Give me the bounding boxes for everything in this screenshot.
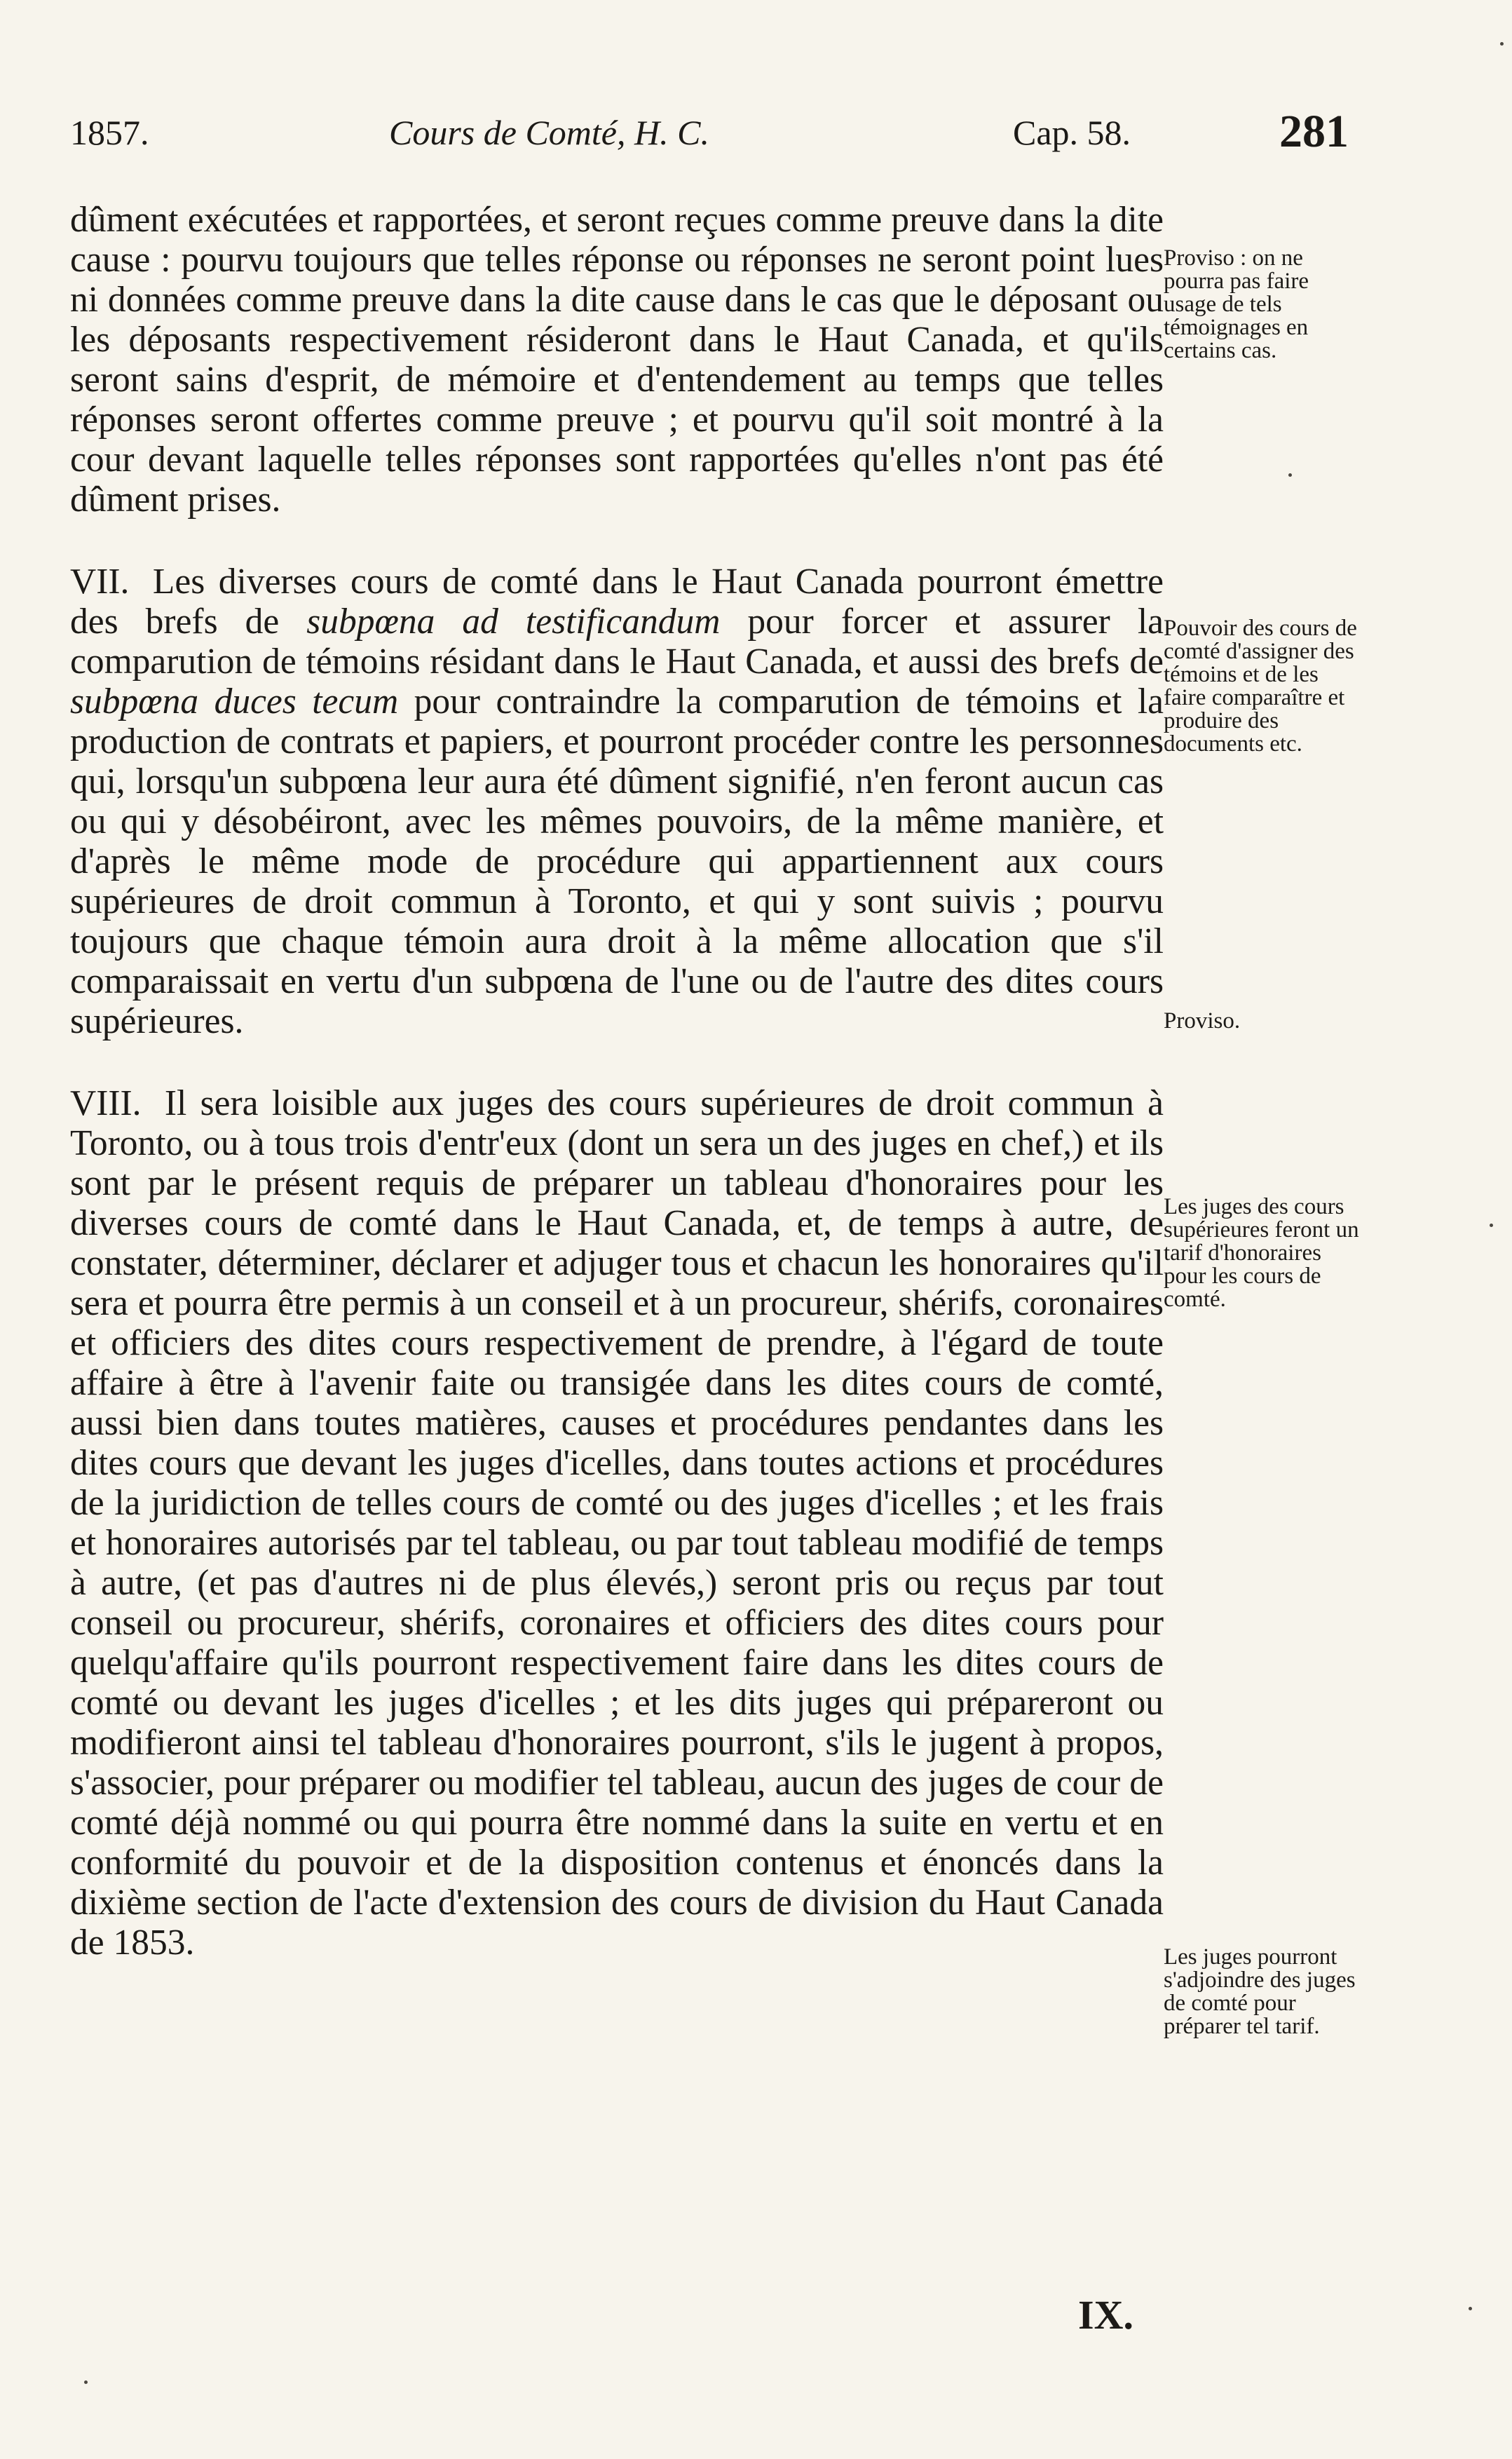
running-header [70, 105, 1360, 161]
margin-note-tarif-honoraires: Les juges des cours supérieures feront un tarif d'honoraires pour les cours de comté. [1164, 1194, 1359, 1312]
paragraph-text-c: pour contraindre la comparution de témoins et la production de contrats et papiers, et pourront procéder contre les personnes qui, lorsqu'un subpœna leur aura été dûment signifié, n'en feront aucun cas ou qui y désobéiront, avec les mêmes pouvoirs, de la même manière, et d'après le même mode de procédure qui appartiennent aux cours supérieures de droit commun à Toronto, et qui y sont suivis ; pourvu toujours que chaque témoin aura droit à la même allocation que s'il comparaissait en vertu d'un subpœna de l'une ou de l'autre des dites cours supérieures. [70, 682, 1164, 1041]
paragraph-text-a: Les diverses cours de comté dans le Haut Canada pourront émettre des brefs de [70, 562, 1164, 642]
scan-speck [1490, 1224, 1493, 1227]
paragraph-continuation [70, 200, 1164, 520]
paragraph-text-b: pour forcer et assurer la comparution de témoins résidant dans le Haut Canada, et aussi des brefs de [70, 602, 1164, 682]
paragraph-text: dûment exécutées et rapportées, et seront reçues comme preuve dans la dite cause : pourvu toujours que telles réponse ou réponses ne seront point lues ni données comme preuve dans la dite cause dans le cas que le déposant ou les déposants respectivement résideront dans le Haut Canada, et qu'ils seront sains d'esprit, de mémoire et d'entendement au temps que telles réponses seront offertes comme preuve ; et pourvu qu'il soit montré à la cour devant laquelle telles réponses sont rapportées qu'elles n'ont pas été dûment prises. [70, 200, 1164, 520]
scan-speck [1288, 473, 1292, 477]
catchword: IX. [1078, 2292, 1133, 2338]
page-number: 281 [1279, 106, 1349, 157]
section-vii [70, 562, 1164, 1041]
scan-speck [84, 2380, 88, 2384]
margin-note-proviso: Proviso. [1164, 1008, 1241, 1034]
section-number: VII. [70, 562, 130, 602]
section-number: VIII. [70, 1083, 142, 1123]
header-year: 1857. [70, 113, 149, 152]
header-title: Cours de Comté, H. C. [389, 113, 709, 152]
section-viii [70, 1083, 1164, 1963]
latin-term-testificandum: subpœna ad testificandum [306, 602, 721, 642]
margin-note-juges-de-comte: Les juges pourront s'adjoindre des juges de comté pour préparer tel tarif. [1164, 1944, 1356, 2039]
scan-speck [1469, 2307, 1472, 2310]
main-text [70, 200, 1164, 2005]
header-chapter: Cap. 58. [1013, 113, 1131, 152]
margin-note-pouvoir-des-cours: Pouvoir des cours de comté d'assigner des témoins et de les faire comparaître et produire des documents etc. [1164, 616, 1357, 757]
scan-speck [1500, 42, 1504, 46]
latin-term-duces-tecum: subpœna duces tecum [70, 682, 399, 722]
paragraph-text: Il sera loisible aux juges des cours supérieures de droit commun à Toronto, ou à tous trois d'entr'eux (dont un sera un des juges en chef,) et ils sont par le présent requis de préparer un tableau d'honoraires pour les diverses cours de comté dans le Haut Canada, et, de temps à autre, de constater, déterminer, déclarer et adjuger tous et chacun les honoraires qu'il sera et pourra être permis à un conseil et à un procureur, shérifs, coronaires et officiers des dites cours respectivement de prendre, à l'égard de toute affaire à être à l'avenir faite ou transigée dans les dites cours de comté, aussi bien dans toutes matières, causes et procédures pendantes dans les dites cours que devant les juges d'icelles, dans toutes actions et procédures de la juridiction de telles cours de comté ou des juges d'icelles ; et les frais et honoraires autorisés par tel tableau, ou par tout tableau modifié de temps à autre, (et pas d'autres ni de plus élevés,) seront pris ou reçus par tout conseil ou procureur, shérifs, coronaires et officiers des dites cours pour quelqu'affaire qu'ils pourront respectivement faire dans les dites cours de comté ou devant les juges d'icelles ; et les dits juges qui prépareront ou modifieront ainsi tel tableau d'honoraires pourront, s'ils le jugent à propos, s'associer, pour préparer ou modifier tel tableau, aucun des juges de cour de comté déjà nommé ou qui pourra être nommé dans la suite en vertu et en conformité du pouvoir et de la disposition contenus et énoncés dans la dixième section de l'acte d'extension des cours de division du Haut Canada de 1853. [70, 1083, 1164, 1963]
margin-note-proviso-temoignages: Proviso : on ne pourra pas faire usage de tels témoignages en certains cas. [1164, 245, 1309, 363]
